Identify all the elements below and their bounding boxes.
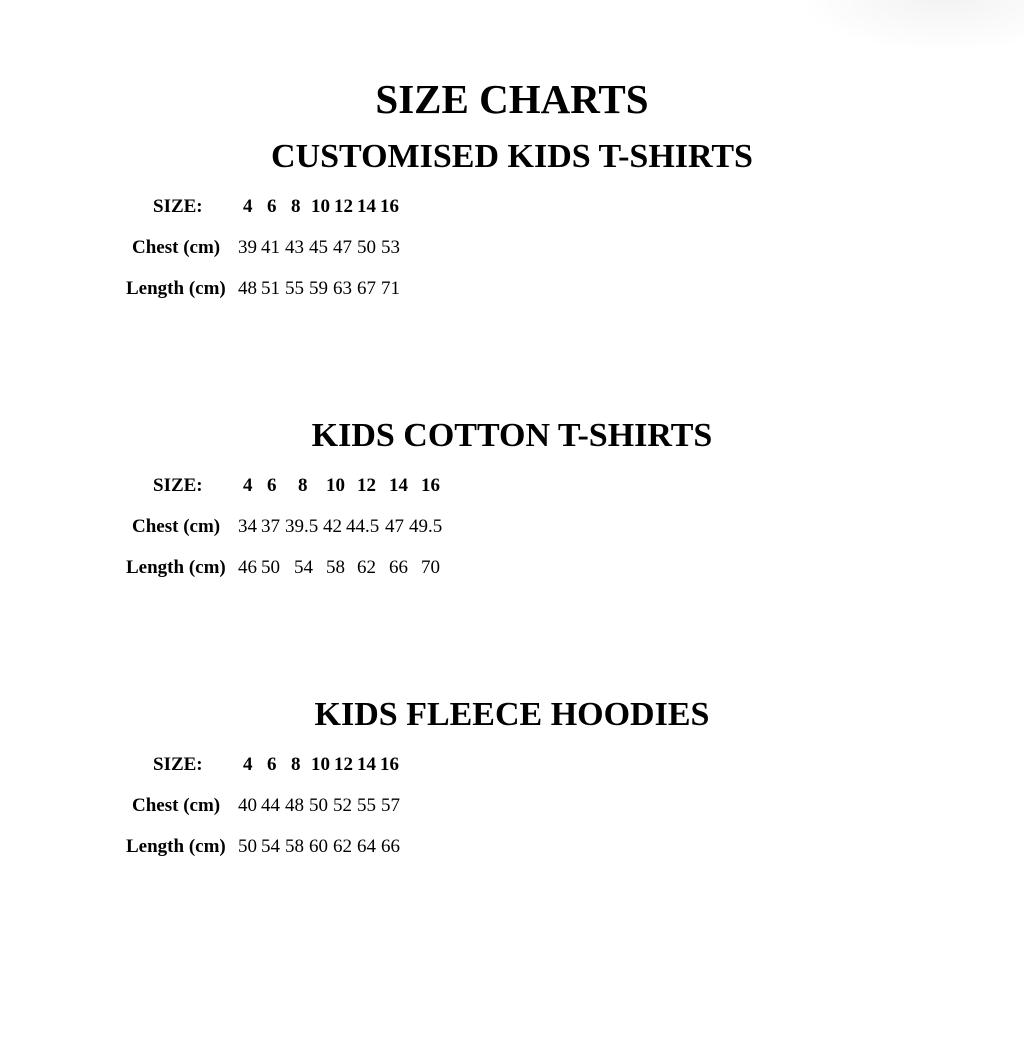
length-value: 67 (357, 278, 376, 299)
size-label: SIZE: (153, 196, 203, 217)
length-value: 50 (238, 836, 257, 857)
length-value: 63 (333, 278, 352, 299)
chest-value: 37 (261, 516, 280, 537)
chest-value: 47 (333, 237, 352, 258)
size-value: 10 (311, 754, 330, 775)
length-label: Length (cm) (126, 836, 226, 857)
chest-value: 57 (381, 795, 400, 816)
chest-value: 39.5 (285, 516, 319, 537)
length-value: 48 (238, 278, 257, 299)
chest-value: 44 (261, 795, 280, 816)
length-value: 71 (381, 278, 400, 299)
size-value: 6 (267, 475, 277, 496)
chest-label: Chest (cm) (132, 516, 221, 537)
size-value: 16 (421, 475, 440, 496)
size-value: 10 (311, 196, 330, 217)
size-value: 16 (380, 754, 399, 775)
length-value: 46 (238, 557, 257, 578)
size-value: 8 (298, 475, 308, 496)
chest-label: Chest (cm) (132, 795, 221, 816)
chest-value: 52 (333, 795, 352, 816)
length-value: 54 (294, 557, 313, 578)
size-label: SIZE: (153, 754, 203, 775)
length-value: 64 (357, 836, 376, 857)
size-value: 16 (380, 196, 399, 217)
size-value: 12 (334, 196, 353, 217)
chest-value: 53 (381, 237, 400, 258)
size-value: 8 (291, 196, 301, 217)
length-value: 55 (285, 278, 304, 299)
corner-shadow (804, 0, 1024, 50)
size-value: 4 (243, 475, 253, 496)
chest-value: 50 (309, 795, 328, 816)
size-value: 6 (267, 754, 277, 775)
length-value: 58 (326, 557, 345, 578)
length-value: 62 (333, 836, 352, 857)
chest-value: 55 (357, 795, 376, 816)
length-value: 59 (309, 278, 328, 299)
length-label: Length (cm) (126, 278, 226, 299)
size-value: 4 (243, 754, 253, 775)
length-value: 58 (285, 836, 304, 857)
size-value: 14 (389, 475, 408, 496)
size-value: 10 (326, 475, 345, 496)
length-value: 70 (421, 557, 440, 578)
length-value: 54 (261, 836, 280, 857)
page-title: SIZE CHARTS (375, 76, 649, 122)
chest-value: 39 (238, 237, 257, 258)
length-value: 60 (309, 836, 328, 857)
length-value: 51 (261, 278, 280, 299)
chest-value: 40 (238, 795, 257, 816)
size-value: 6 (267, 196, 277, 217)
chest-value: 42 (323, 516, 342, 537)
size-value: 14 (357, 754, 376, 775)
chest-value: 50 (357, 237, 376, 258)
size-label: SIZE: (153, 475, 203, 496)
size-value: 8 (291, 754, 301, 775)
chest-value: 45 (309, 237, 328, 258)
size-value: 12 (357, 475, 376, 496)
chest-value: 43 (285, 237, 304, 258)
length-value: 66 (389, 557, 408, 578)
chest-value: 47 (385, 516, 404, 537)
chest-value: 49.5 (409, 516, 443, 537)
section-title: CUSTOMISED KIDS T-SHIRTS (271, 138, 753, 175)
section-title: KIDS FLEECE HOODIES (314, 696, 710, 733)
chest-label: Chest (cm) (132, 237, 221, 258)
size-value: 12 (334, 754, 353, 775)
length-value: 62 (357, 557, 376, 578)
chest-value: 41 (261, 237, 280, 258)
chest-value: 44.5 (346, 516, 380, 537)
chest-value: 34 (238, 516, 257, 537)
chest-value: 48 (285, 795, 304, 816)
length-value: 50 (261, 557, 280, 578)
size-value: 4 (243, 196, 253, 217)
length-value: 66 (381, 836, 400, 857)
size-value: 14 (357, 196, 376, 217)
section-title: KIDS COTTON T-SHIRTS (311, 417, 713, 454)
length-label: Length (cm) (126, 557, 226, 578)
